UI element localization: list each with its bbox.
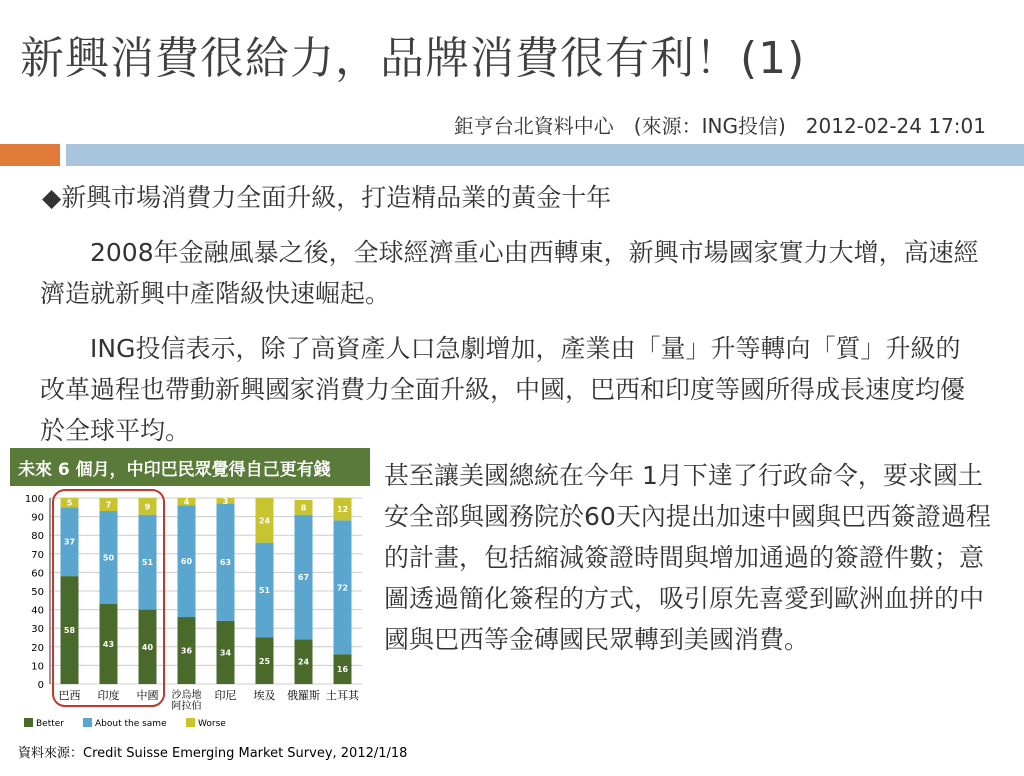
data-label: 34 bbox=[219, 648, 232, 658]
data-label: 8 bbox=[300, 503, 307, 513]
y-tick-label: 0 bbox=[37, 680, 44, 691]
data-label: 72 bbox=[336, 583, 349, 593]
legend-swatch bbox=[83, 718, 92, 727]
paragraph-2: ING投信表示，除了高資產人口急劇增加，產業由「量」升等轉向「質」升級的改革過程也帶動新興國家消費力全面升級，中國，巴西和印度等國所得成長速度均優於全球平均。 bbox=[40, 334, 966, 445]
y-tick-label: 50 bbox=[31, 587, 44, 598]
legend-label: Better bbox=[36, 719, 65, 729]
y-tick-label: 10 bbox=[31, 661, 44, 673]
legend-swatch bbox=[186, 718, 195, 727]
data-label: 63 bbox=[219, 558, 232, 568]
data-label: 60 bbox=[180, 557, 193, 567]
y-tick-label: 20 bbox=[31, 642, 44, 654]
data-label: 43 bbox=[102, 640, 115, 650]
accent-bar-blue bbox=[66, 144, 1024, 166]
data-label: 58 bbox=[63, 626, 76, 636]
data-label: 3 bbox=[222, 496, 229, 506]
y-tick-label: 70 bbox=[31, 549, 44, 561]
data-label: 7 bbox=[105, 500, 112, 510]
legend-label: Worse bbox=[198, 719, 226, 729]
x-tick-label: 印度 bbox=[97, 689, 120, 702]
y-tick-label: 60 bbox=[31, 568, 44, 580]
x-tick-label: 土耳其 bbox=[326, 689, 359, 702]
data-label: 51 bbox=[141, 558, 154, 568]
y-tick-label: 90 bbox=[31, 512, 44, 524]
data-label: 37 bbox=[63, 537, 76, 547]
bullet-heading: ◆新興市場消費力全面升級，打造精品業的黃金十年 bbox=[42, 183, 612, 212]
chart-header bbox=[10, 448, 370, 486]
paragraph-1: 2008年金融風暴之後，全球經濟重心由西轉東，新興市場國家實力大增，高速經濟造就新興中產階級快速崛起。 bbox=[40, 238, 979, 308]
data-label: 9 bbox=[144, 502, 151, 512]
x-tick-label: 印尼 bbox=[214, 689, 237, 702]
data-label: 4 bbox=[183, 497, 190, 507]
data-label: 5 bbox=[66, 498, 73, 508]
accent-bar-orange bbox=[0, 144, 60, 166]
x-tick-label: 中國 bbox=[136, 689, 159, 702]
data-label: 51 bbox=[258, 586, 271, 596]
data-label: 67 bbox=[297, 573, 310, 583]
data-label: 24 bbox=[297, 657, 310, 667]
data-label: 50 bbox=[102, 553, 115, 563]
data-label: 12 bbox=[336, 505, 349, 515]
y-tick-label: 40 bbox=[31, 605, 44, 617]
data-label: 36 bbox=[180, 646, 193, 656]
x-tick-label: 沙烏地 bbox=[171, 690, 202, 701]
page-title: 新興消費很給力，品牌消費很有利！(1) bbox=[20, 33, 806, 84]
stacked-bar-chart bbox=[10, 486, 370, 776]
data-label: 16 bbox=[336, 665, 349, 675]
source-note: 資料來源：Credit Suisse Emerging Market Survey, 2012/1/18 bbox=[18, 746, 408, 761]
legend-label: About the same bbox=[95, 719, 167, 729]
x-tick-label-line2: 阿拉伯 bbox=[171, 701, 202, 712]
chart-panel bbox=[10, 448, 370, 763]
chart-title: 未來 6 個月，中印巴民眾覺得自己更有錢 bbox=[18, 460, 331, 480]
data-label: 24 bbox=[258, 516, 271, 526]
y-tick-label: 80 bbox=[31, 531, 44, 543]
data-label: 25 bbox=[258, 656, 271, 666]
legend-swatch bbox=[24, 718, 33, 727]
paragraph-3: 甚至讓美國總統在今年 1月下達了行政命令，要求國土安全部與國務院於60天內提出加速中國與巴西簽證過程的計畫，包括縮減簽證時間與增加通過的簽證件數；意圖透過簡化簽程的方式，吸引原先喜愛到歐洲血拼的中國與巴西等金磚國民眾轉到美國消費。 bbox=[384, 461, 991, 654]
y-tick-label: 100 bbox=[24, 494, 44, 505]
x-tick-label: 埃及 bbox=[253, 689, 276, 702]
data-label: 40 bbox=[141, 642, 154, 652]
source-subtitle: 鉅亨台北資料中心 (來源：ING投信) 2012-02-24 17:01 bbox=[453, 114, 986, 138]
x-tick-label: 巴西 bbox=[58, 689, 81, 702]
x-tick-label: 俄羅斯 bbox=[287, 689, 320, 702]
y-tick-label: 30 bbox=[31, 624, 44, 636]
